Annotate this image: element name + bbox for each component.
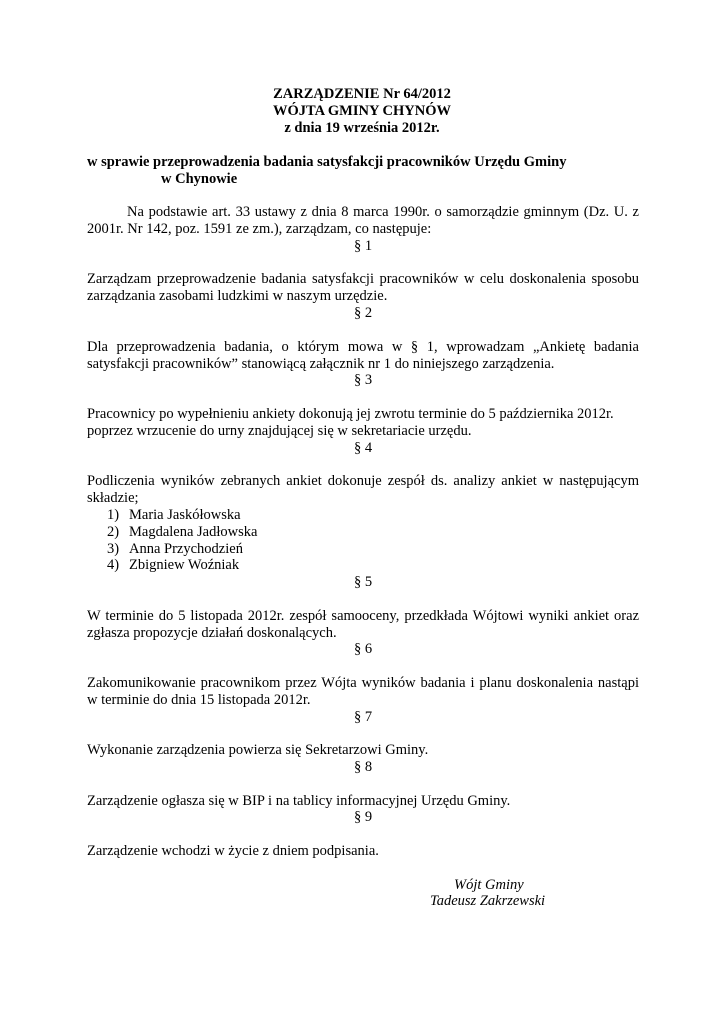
section-4-line-1: Podliczenia wyników zebranych ankiet dokonuje zespół ds. analizy ankiet w następującym [87,473,639,489]
section-5-line-1: W terminie do 5 listopada 2012r. zespół samooceny, przedkłada Wójtowi wyniki ankiet oraz [87,608,639,624]
section-6-line-1: Zakomunikowanie pracownikom przez Wójta wyników badania i planu doskonalenia nastąpi [87,675,639,691]
ordinance-number: ZARZĄDZENIE Nr 64/2012 [273,86,451,102]
signature-name: Tadeusz Zakrzewski [430,893,546,909]
list-number: 1) [107,507,120,523]
section-8-line-1: Zarządzenie ogłasza się w BIP i na tablicy informacyjnej Urzędu Gminy. [87,793,511,809]
section-3-line-1: Pracownicy po wypełnieniu ankiety dokonują jej zwrotu terminie do 5 października 2012r. [87,406,614,422]
subject-line-2: w Chynowie [161,171,238,187]
issue-date: z dnia 19 września 2012r. [284,120,440,136]
member-name: Maria Jaskółowska [129,507,241,523]
signature-title: Wójt Gminy [454,877,524,893]
section-mark-9: § 9 [353,809,373,825]
list-item [107,541,243,558]
preamble-line-2: 2001r. Nr 142, poz. 1591 ze zm.), zarządzam, co następuje: [87,221,432,237]
section-mark-8: § 8 [353,759,373,775]
list-number: 3) [107,541,120,557]
member-name: Magdalena Jadłowska [129,524,258,540]
list-item [107,507,241,524]
section-2-line-1: Dla przeprowadzenia badania, o którym mowa w § 1, wprowadzam „Ankietę badania [87,339,639,355]
member-name: Anna Przychodzień [129,541,243,557]
list-item [107,557,240,574]
section-3-line-2: poprzez wrzucenie do urny znajdującej się w sekretariacie urzędu. [87,423,472,439]
section-5-line-2: zgłasza propozycje działań doskonalących. [87,625,337,641]
list-item [107,524,258,541]
section-6-line-2: w terminie do dnia 15 listopada 2012r. [87,692,311,708]
section-mark-7: § 7 [353,709,373,725]
list-number: 2) [107,524,120,540]
section-7-line-1: Wykonanie zarządzenia powierza się Sekretarzowi Gminy. [87,742,429,758]
section-4-line-2: składzie; [87,490,139,506]
section-mark-6: § 6 [353,641,373,657]
subject-line-1: w sprawie przeprowadzenia badania satysfakcji pracowników Urzędu Gminy [87,154,567,170]
section-9-line-1: Zarządzenie wchodzi w życie z dniem podpisania. [87,843,379,859]
section-mark-5: § 5 [353,574,373,590]
list-number: 4) [107,557,120,573]
member-name: Zbigniew Woźniak [129,557,240,573]
section-mark-3: § 3 [353,372,373,388]
section-2-line-2: satysfakcji pracowników” stanowiącą załącznik nr 1 do niniejszego zarządzenia. [87,356,555,372]
preamble-line-1: Na podstawie art. 33 ustawy z dnia 8 marca 1990r. o samorządzie gminnym (Dz. U. z [127,204,639,220]
section-mark-4: § 4 [353,440,373,456]
section-1-line-1: Zarządzam przeprowadzenie badania satysfakcji pracowników w celu doskonalenia sposobu [87,271,639,287]
section-mark-2: § 2 [353,305,373,321]
section-1-line-2: zarządzania zasobami ludzkimi w naszym urzędzie. [87,288,388,304]
section-mark-1: § 1 [353,238,373,254]
issuer: WÓJTA GMINY CHYNÓW [272,103,452,119]
